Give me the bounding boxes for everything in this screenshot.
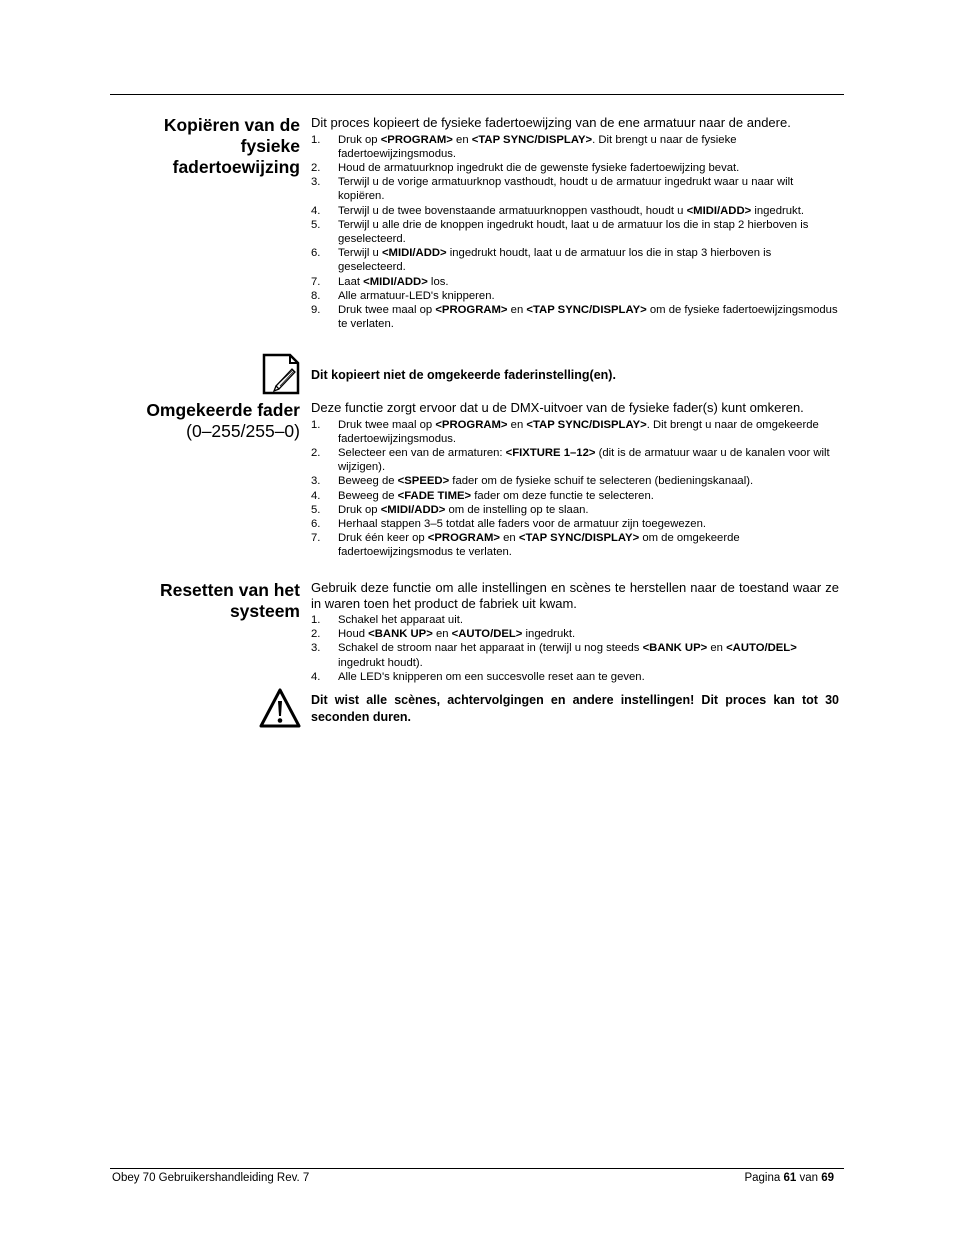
list-item: 7. Druk één keer op <PROGRAM> en <TAP SYNC/DISPLAY> om de omgekeerde fadertoewijzingsmodus te verlaten.: [311, 532, 740, 559]
footer-rule: [110, 1168, 844, 1169]
control-name: <PROGRAM>: [435, 303, 508, 316]
control-name: <PROGRAM>: [427, 532, 500, 545]
step-number: 1.: [311, 418, 321, 431]
control-name: <MIDI/ADD>: [380, 503, 446, 516]
list-item: 2. Houd <BANK UP> en <AUTO/DEL> ingedrukt.: [311, 628, 576, 641]
warning-icon: [258, 687, 302, 729]
step-list: [311, 133, 839, 332]
step-number: 2.: [311, 446, 321, 459]
section-intro: Deze functie zorgt ervoor dat u de DMX-uitvoer van de fysieke fader(s) kunt omkeren.: [311, 400, 804, 415]
list-item: 3. Terwijl u de vorige armatuurknop vasthoudt, houdt u de armatuur ingedrukt waar u naar wilt kopiëren.: [311, 176, 794, 203]
control-name: <PROGRAM>: [380, 133, 453, 146]
control-name: <FIXTURE 1–12>: [505, 446, 596, 459]
control-name: <BANK UP>: [642, 642, 708, 655]
note-box: [311, 367, 839, 384]
step-number: 7.: [311, 532, 321, 545]
page-label: Pagina: [744, 1172, 781, 1184]
control-name: <MIDI/ADD>: [381, 247, 447, 260]
page-total: 69: [821, 1172, 834, 1184]
list-item: 1. Druk twee maal op <PROGRAM> en <TAP SYNC/DISPLAY>. Dit brengt u naar de omgekeerde fadertoewijzingsmodus.: [311, 418, 819, 445]
list-item: 6. Terwijl u <MIDI/ADD> ingedrukt houdt, laat u de armatuur los die in stap 3 hierboven is geselecteerd.: [311, 247, 772, 274]
control-name: <TAP SYNC/DISPLAY>: [471, 133, 593, 146]
section-heading-reset: Resetten van het systeem: [159, 580, 300, 621]
control-name: <TAP SYNC/DISPLAY>: [526, 418, 647, 431]
step-list: [311, 418, 839, 560]
step-number: 2.: [311, 628, 321, 641]
control-name: <MIDI/ADD>: [686, 204, 752, 217]
control-name: <TAP SYNC/DISPLAY>: [518, 532, 640, 545]
step-number: 7.: [311, 275, 321, 288]
step-number: 3.: [311, 475, 321, 488]
list-item: 4. Alle LED's knipperen om een succesvolle reset aan te geven.: [311, 670, 645, 683]
step-number: 4.: [311, 204, 321, 217]
step-number: 1.: [311, 133, 321, 146]
list-item: 3. Beweeg de <SPEED> fader om de fysieke schuif te selecteren (bedieningskanaal).: [311, 475, 754, 488]
list-item: 9. Druk twee maal op <PROGRAM> en <TAP SYNC/DISPLAY> om de fysieke fadertoewijzingsmodus te verlaten.: [311, 303, 838, 331]
control-name: <TAP SYNC/DISPLAY>: [526, 303, 647, 316]
control-name: <PROGRAM>: [435, 418, 508, 431]
control-name: <SPEED>: [397, 475, 450, 488]
note-text: Dit kopieert niet de omgekeerde faderinstelling(en).: [311, 368, 616, 382]
control-name: <AUTO/DEL>: [451, 628, 523, 641]
warning-text: Dit wist alle scènes, achtervolgingen en andere instellingen! Dit proces kan tot 30 seconden duren.: [311, 693, 839, 724]
section-subtitle: (0–255/255–0): [186, 421, 300, 441]
step-list: [311, 613, 839, 684]
step-number: 8.: [311, 289, 321, 302]
list-item: 3. Schakel de stroom naar het apparaat in (terwijl u nog steeds <BANK UP> en <AUTO/DEL> ingedrukt houdt).: [311, 642, 797, 669]
section-body-reset: [311, 580, 839, 684]
step-number: 5.: [311, 218, 321, 231]
step-number: 4.: [311, 489, 321, 502]
page-separator: van: [799, 1172, 818, 1184]
list-item: 1. Schakel het apparaat uit.: [311, 614, 463, 626]
section-intro: Dit proces kopieert de fysieke fadertoewijzing van de ene armatuur naar de andere.: [311, 115, 791, 130]
control-name: <FADE TIME>: [397, 489, 472, 502]
list-item: 4. Terwijl u de twee bovenstaande armatuurknoppen vasthoudt, houdt u <MIDI/ADD> ingedrukt.: [311, 204, 804, 217]
control-name: <AUTO/DEL>: [726, 642, 797, 655]
step-number: 6.: [311, 517, 321, 530]
warning-box: [311, 692, 839, 726]
list-item: 4. Beweeg de <FADE TIME> fader om deze functie te selecteren.: [311, 489, 654, 502]
step-number: 4.: [311, 670, 321, 683]
section-body-copy: [311, 115, 839, 331]
page-current: 61: [783, 1172, 797, 1184]
step-number: 1.: [311, 614, 321, 626]
step-number: 5.: [311, 503, 321, 516]
list-item: 2. Houd de armatuurknop ingedrukt die de gewenste fysieke fadertoewijzing bevat.: [311, 161, 740, 174]
step-number: 3.: [311, 642, 321, 655]
list-item: 8. Alle armatuur-LED's knipperen.: [311, 289, 495, 302]
footer-page-number: [744, 1172, 834, 1184]
step-number: 9.: [311, 303, 321, 316]
note-pencil-icon: [262, 353, 300, 395]
step-number: 2.: [311, 161, 321, 174]
footer-document-title: Obey 70 Gebruikershandleiding Rev. 7: [112, 1172, 310, 1184]
list-item: 5. Terwijl u alle drie de knoppen ingedrukt houdt, laat u de armatuur los die in stap 2 hierboven is geselecteerd.: [311, 218, 809, 245]
step-number: 6.: [311, 247, 321, 260]
section-heading-copy: Kopiëren van de fysieke fadertoewijzing: [163, 115, 300, 177]
list-item: 2. Selecteer een van de armaturen: <FIXTURE 1–12> (dit is de armatuur waar u de kanalen voor wilt wijzigen).: [311, 446, 830, 474]
step-number: 3.: [311, 176, 321, 189]
control-name: <BANK UP>: [368, 628, 433, 641]
section-intro: Gebruik deze functie om alle instellingen en scènes te herstellen naar de toestand waar ze in waren toen het product de fabriek uit kwam.: [311, 580, 839, 611]
section-title: Omgekeerde fader: [146, 400, 300, 420]
list-item: 6. Herhaal stappen 3–5 totdat alle faders voor de armatuur zijn toegewezen.: [311, 517, 707, 530]
list-item: 5. Druk op <MIDI/ADD> om de instelling op te slaan.: [311, 503, 589, 516]
section-body-invert: [311, 400, 839, 560]
section-heading-invert: [110, 400, 300, 442]
list-item: 7. Laat <MIDI/ADD> los.: [311, 275, 449, 288]
control-name: <MIDI/ADD>: [363, 275, 428, 288]
list-item: 1. Druk op <PROGRAM> en <TAP SYNC/DISPLAY>. Dit brengt u naar de fysieke fadertoewijzingsmodus.: [311, 133, 737, 160]
header-rule: [110, 94, 844, 95]
